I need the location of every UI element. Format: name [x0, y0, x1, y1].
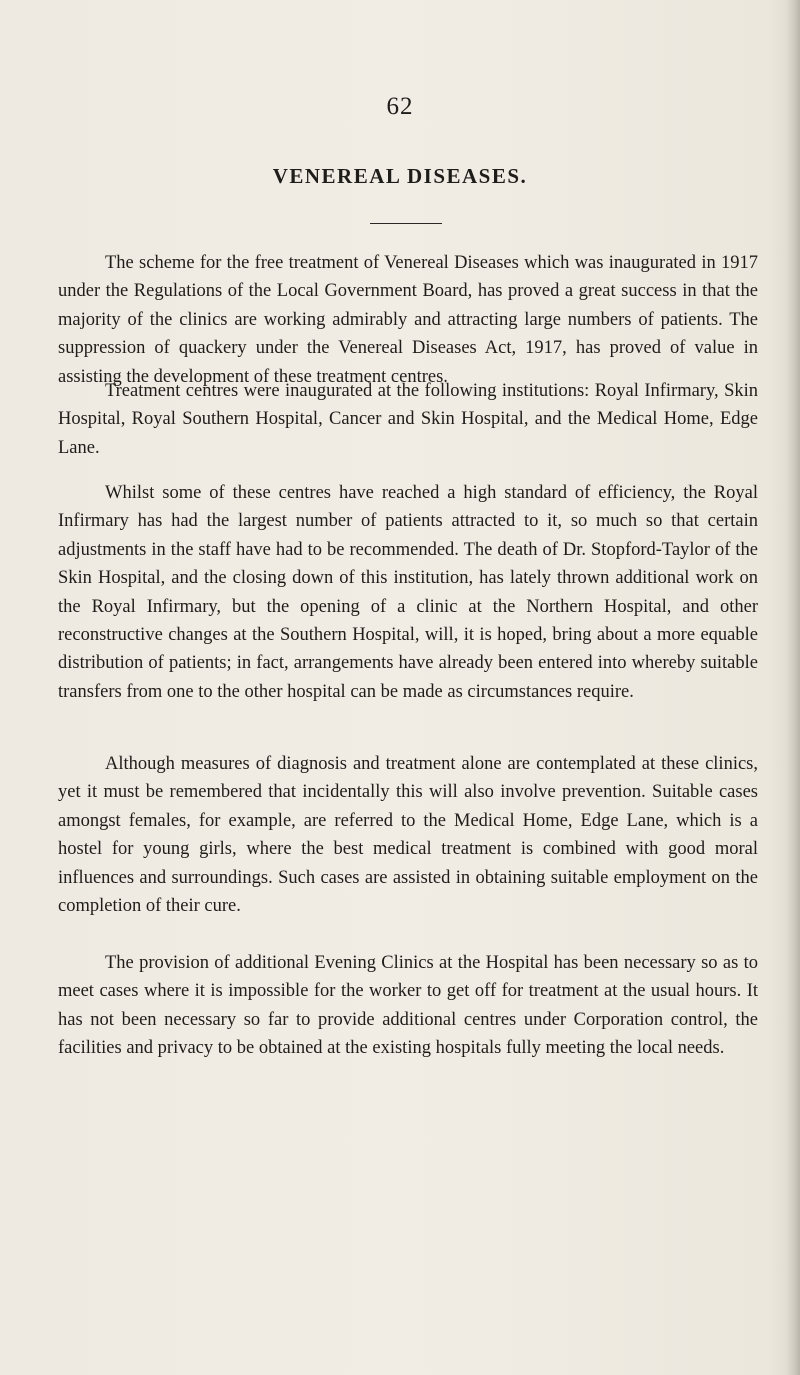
paragraph-efficiency: Whilst some of these centres have reached a high standard of efficiency, the Royal Infirmary has had the largest number of patients attracted to it, so much so that certain adjustments in the staff have had to be recommended. The death of Dr. Stopford-Taylor of the Skin Hospital, and the closing down of this institution, has lately thrown additional work on the Royal Infirmary, but the opening of a clinic at the Northern Hospital, and other reconstructive changes at the Southern Hospital, will, it is hoped, bring about a more equable distribution of patients; in fact, arrangements have already been entered into whereby suitable transfers from one to the other hospital can be made as circumstances require.	[58, 483, 758, 702]
section-title: VENEREAL DISEASES.	[272, 164, 528, 188]
page-number: 62	[386, 93, 414, 120]
page-edge-shadow	[786, 0, 800, 1375]
paragraph-scheme: The scheme for the free treatment of Venereal Diseases which was inaugurated in 1917 under the Regulations of the Local Government Board, has proved a great success in that the majority of the clinics are working admirably and attracting large numbers of patients. The suppression of quackery under the Venereal Diseases Act, 1917, has proved of value in assisting the development of these treatment centres.	[58, 253, 758, 387]
paragraph-prevention: Although measures of diagnosis and treatment alone are contemplated at these clinics, yet it must be remembered that incidentally this will also involve prevention. Suitable cases amongst females, for example, are referred to the Medical Home, Edge Lane, which is a hostel for young girls, where the best medical treatment is combined with good moral influences and surroundings. Such cases are assisted in obtaining suitable employment on the completion of their cure.	[58, 754, 758, 917]
paragraph-evening-clinics: The provision of additional Evening Clinics at the Hospital has been necessary so as to meet cases where it is impossible for the worker to get off for treatment at the usual hours. It has not been necessary so far to provide additional centres under Corporation control, the facilities and privacy to be obtained at the existing hospitals fully meeting the local needs.	[58, 953, 758, 1059]
paragraph-treatment-centres: Treatment centres were inaugurated at the following institutions: Royal Infirmary, Skin Hospital, Royal Southern Hospital, Cancer and Skin Hospital, and the Medical Home, Edge Lane.	[58, 381, 758, 458]
title-underline-rule	[370, 223, 442, 224]
